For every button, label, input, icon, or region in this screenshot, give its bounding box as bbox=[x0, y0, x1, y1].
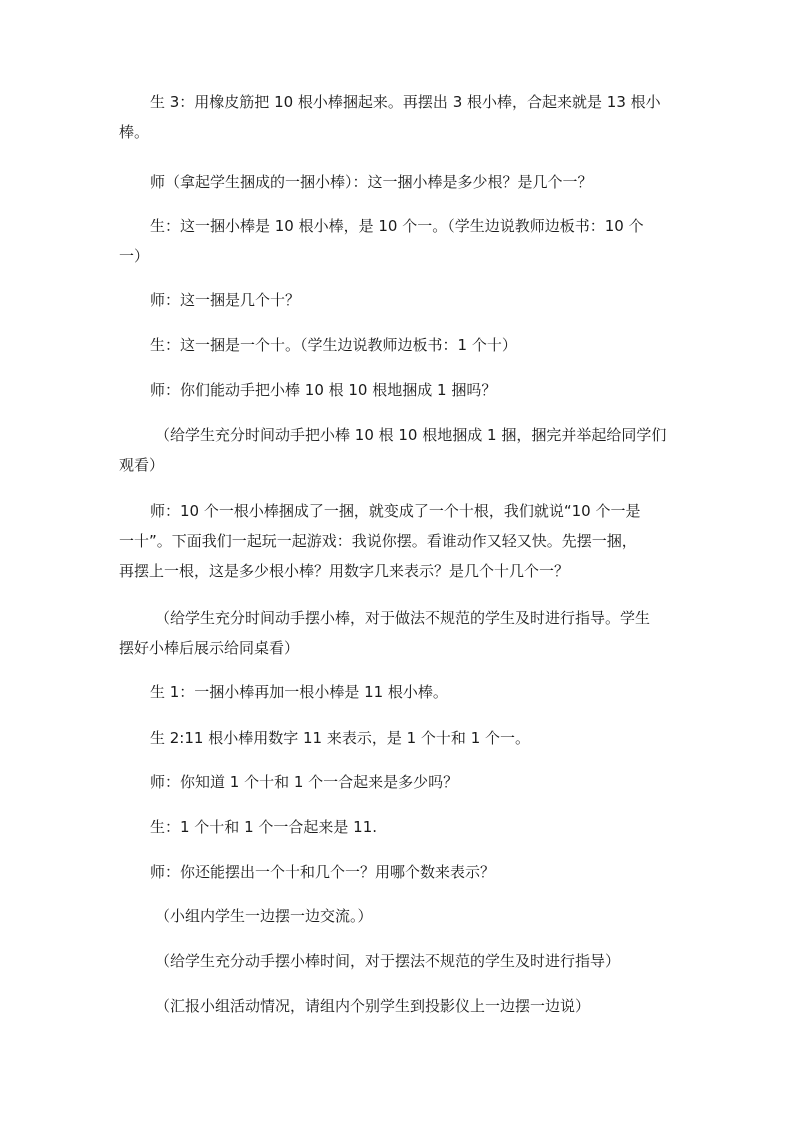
paragraph bbox=[119, 857, 679, 887]
text-line: （小组内学生一边摆一边交流。） bbox=[155, 907, 373, 925]
text-line: 观看） bbox=[119, 456, 165, 474]
paragraph bbox=[119, 167, 679, 197]
text-line: 师：这一捆是几个十？ bbox=[150, 291, 301, 309]
paragraph bbox=[119, 901, 679, 931]
text-line: （给学生充分时间动手摆小棒，对于做法不规范的学生及时进行指导。学生 bbox=[155, 609, 651, 627]
paragraph bbox=[119, 677, 679, 707]
paragraph bbox=[119, 812, 679, 842]
paragraph bbox=[119, 420, 679, 480]
text-line: 师：10 个一根小棒捆成了一捆，就变成了一个十根，我们就说“10 个一是 bbox=[150, 502, 641, 520]
text-line: 生：这一捆小棒是 10 根小棒，是 10 个一。（学生边说教师边板书：10 个 bbox=[150, 217, 644, 235]
paragraph bbox=[119, 723, 679, 753]
paragraph bbox=[119, 603, 679, 663]
text-line: 生 1：一捆小棒再加一根小棒是 11 根小棒。 bbox=[150, 683, 448, 701]
paragraph bbox=[119, 946, 679, 976]
text-line: 生 2:11 根小棒用数字 11 来表示，是 1 个十和 1 个一。 bbox=[150, 729, 531, 747]
text-line: 师：你知道 1 个十和 1 个一合起来是多少吗？ bbox=[150, 773, 459, 791]
text-line: 再摆上一根，这是多少根小棒？用数字几来表示？是几个十几个一？ bbox=[119, 562, 570, 580]
text-line: 摆好小棒后展示给同桌看） bbox=[119, 639, 300, 657]
text-line: （给学生充分动手摆小棒时间，对于摆法不规范的学生及时进行指导） bbox=[155, 952, 621, 970]
text-line: 师：你们能动手把小棒 10 根 10 根地捆成 1 捆吗？ bbox=[150, 381, 497, 399]
text-line: 生：这一捆是一个十。（学生边说教师边板书：1 个十） bbox=[150, 336, 517, 354]
paragraph bbox=[119, 496, 679, 586]
text-line: 棒。 bbox=[119, 123, 150, 141]
text-line: 生 3：用橡皮筋把 10 根小棒捆起来。再摆出 3 根小棒，合起来就是 13 根小 bbox=[150, 93, 661, 111]
text-line: 师：你还能摆出一个十和几个一？用哪个数来表示？ bbox=[150, 863, 496, 881]
text-line: （给学生充分时间动手把小棒 10 根 10 根地捆成 1 捆，捆完并举起给同学们 bbox=[155, 426, 667, 444]
text-line: 生：1 个十和 1 个一合起来是 11. bbox=[150, 818, 378, 836]
text-line: 一） bbox=[119, 247, 150, 265]
paragraph bbox=[119, 211, 679, 271]
paragraph bbox=[119, 330, 679, 360]
text-line: 师（拿起学生捆成的一捆小棒）：这一捆小棒是多少根？是几个一？ bbox=[150, 173, 593, 191]
text-line: 一十”。下面我们一起玩一起游戏：我说你摆。看谁动作又轻又快。先摆一捆， bbox=[119, 532, 637, 550]
paragraph bbox=[119, 767, 679, 797]
paragraph bbox=[119, 991, 679, 1021]
paragraph bbox=[119, 375, 679, 405]
paragraph bbox=[119, 87, 679, 147]
text-line: （汇报小组活动情况，请组内个别学生到投影仪上一边摆一边说） bbox=[155, 997, 591, 1015]
paragraph bbox=[119, 285, 679, 315]
